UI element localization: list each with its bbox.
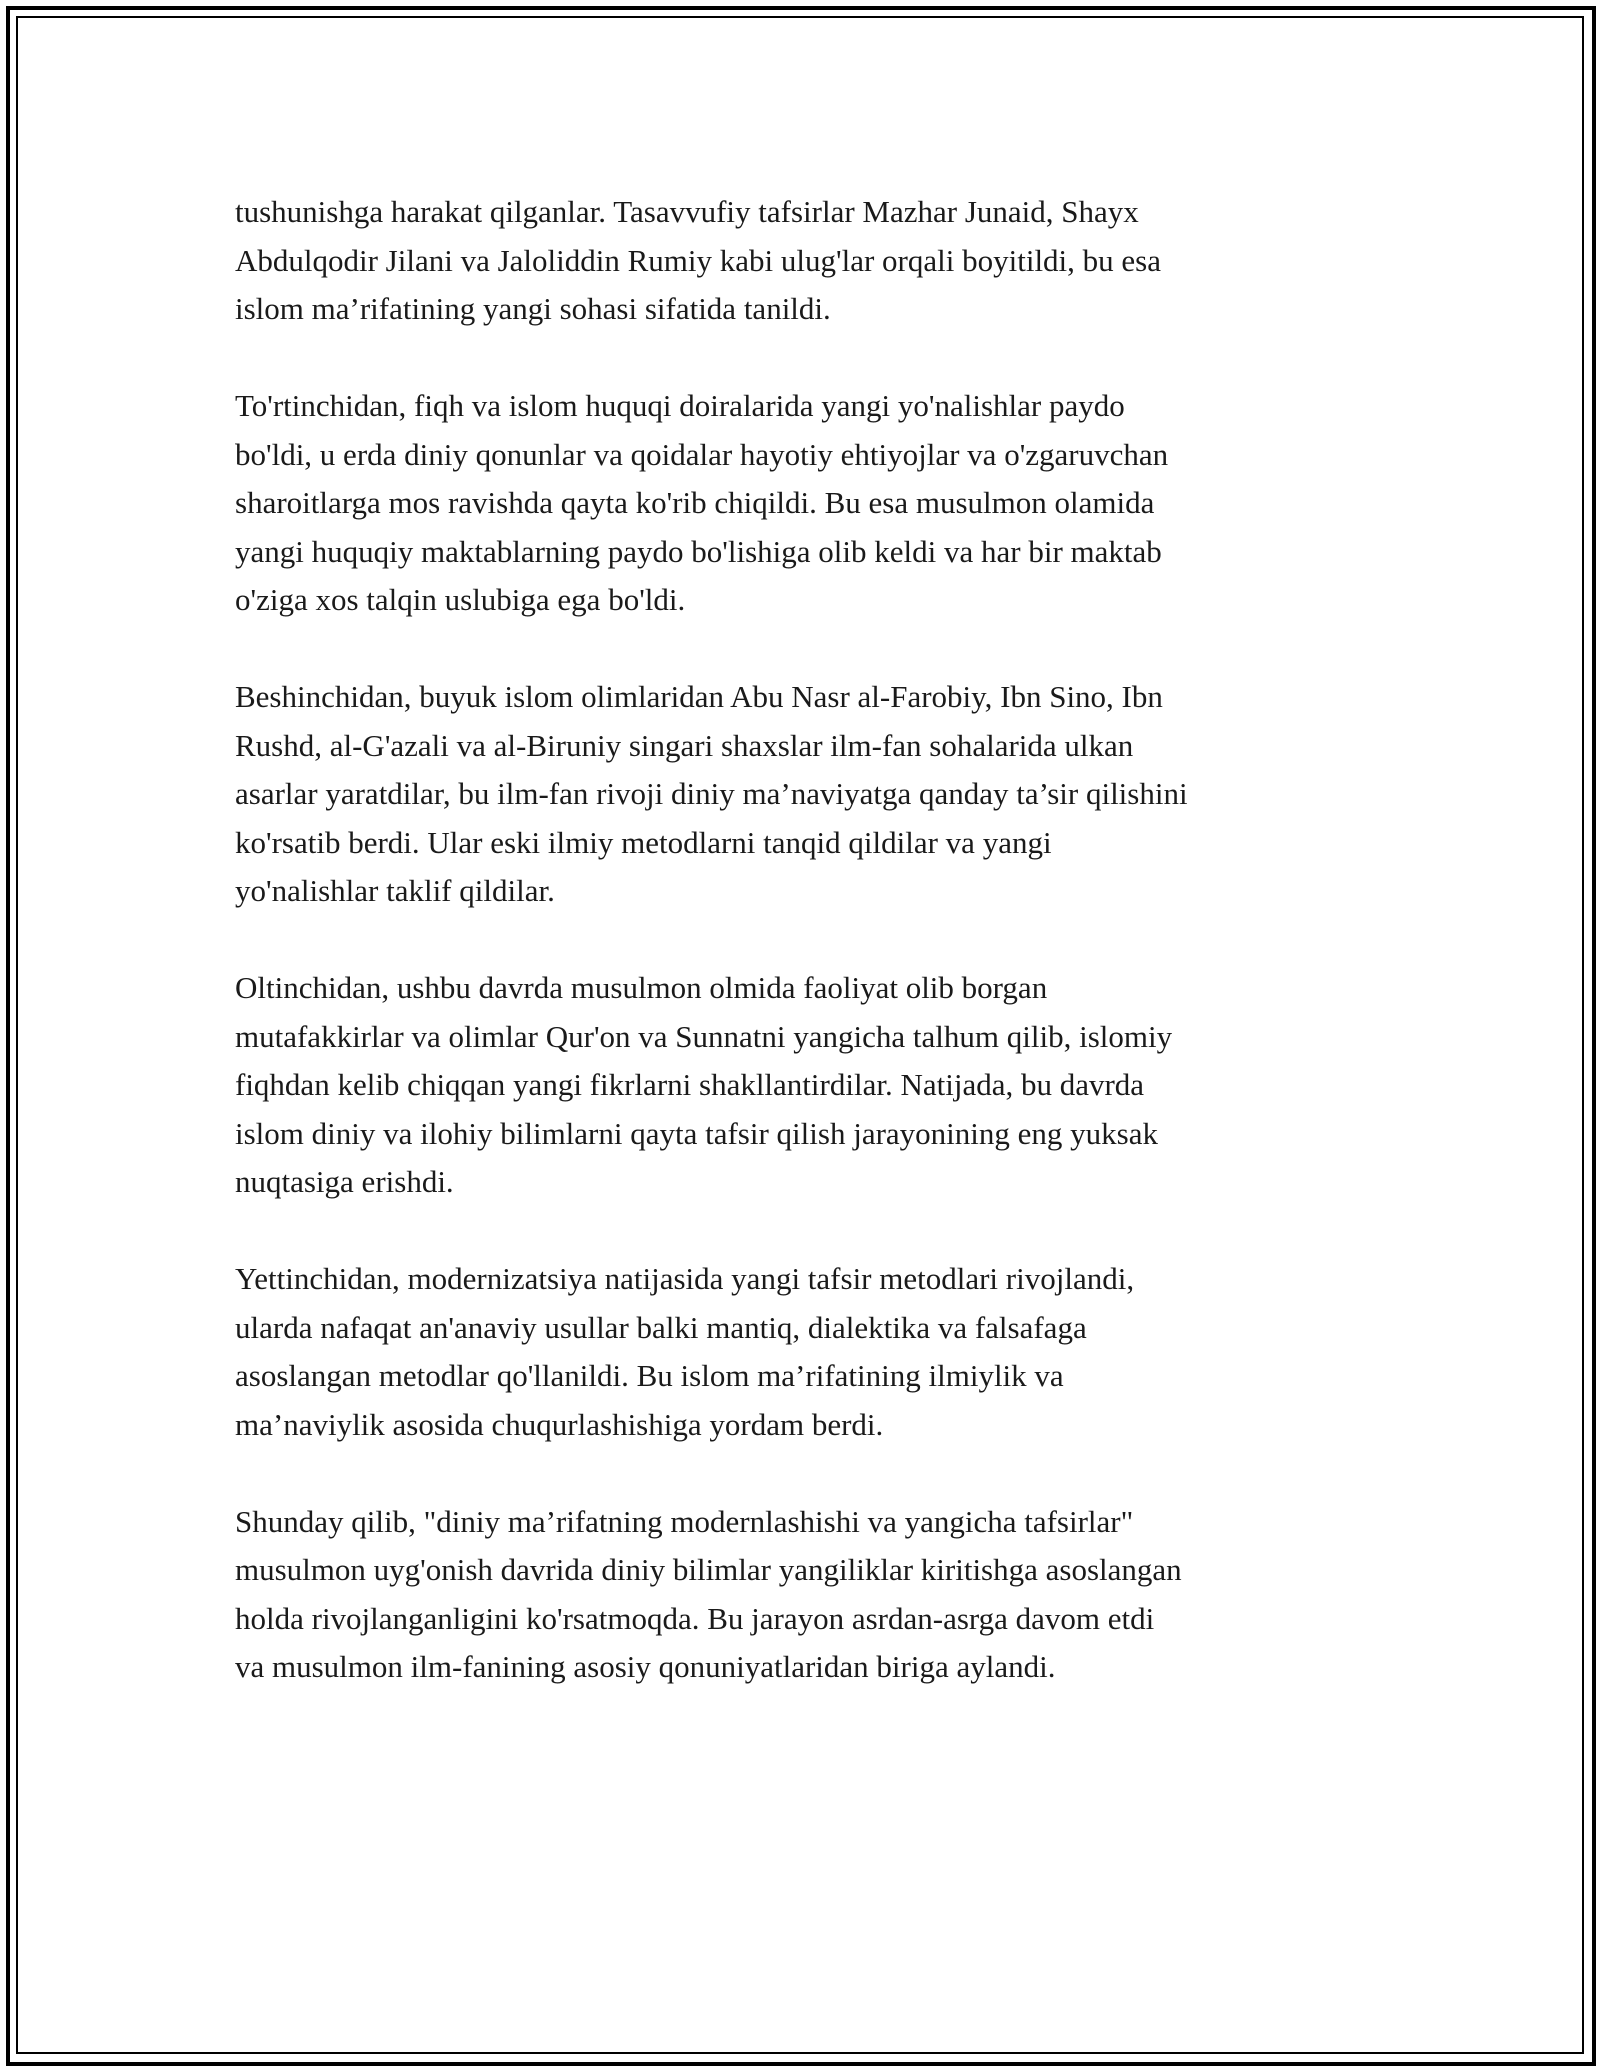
paragraph-sixth-point: Oltinchidan, ushbu davrda musulmon olmida faoliyat olib borgan mutafakkirlar va olimlar Qur'on va Sunnatni yangicha talhum qilib, islomiy fiqhdan kelib chiqqan yangi fikrlarni shakllantirdilar. Natijada, bu davrda islom diniy va ilohiy bilimlarni qayta tafsir qilish jarayonining eng yuksak nuqtasiga erishdi. <box>235 970 1173 1199</box>
paragraph-seventh-point: Yettinchidan, modernizatsiya natijasida yangi tafsir metodlari rivojlandi, ularda nafaqat an'anaviy usullar balki mantiq, dialektika va falsafaga asoslangan metodlar qo'llanildi. Bu islom ma’rifatining ilmiylik va ma’naviylik asosida chuqurlashishiga yordam berdi. <box>235 1261 1135 1442</box>
document-body <box>235 188 1380 1740</box>
paragraph-fifth-point: Beshinchidan, buyuk islom olimlaridan Abu Nasr al-Farobiy, Ibn Sino, Ibn Rushd, al-G'azali va al-Biruniy singari shaxslar ilm-fan sohalarida ulkan asarlar yaratdilar, bu ilm-fan rivoji diniy ma’naviyatga qanday ta’sir qilishini ko'rsatib berdi. Ular eski ilmiy metodlarni tanqid qildilar va yangi yo'nalishlar taklif qildilar. <box>235 679 1188 908</box>
paragraph-continuation: tushunishga harakat qilganlar. Tasavvufiy tafsirlar Mazhar Junaid, Shayx Abdulqodir Jilani va Jaloliddin Rumiy kabi ulug'lar orqali boyitildi, bu esa islom ma’rifatining yangi sohasi sifatida tanildi. <box>235 194 1162 326</box>
paragraph-conclusion: Shunday qilib, "diniy ma’rifatning modernlashishi va yangicha tafsirlar" musulmon uyg'onish davrida diniy bilimlar yangiliklar kiritishga asoslangan holda rivojlanganligini ko'rsatmoqda. Bu jarayon asrdan-asrga davom etdi va musulmon ilm-fanining asosiy qonuniyatlaridan biriga aylandi. <box>235 1503 1182 1684</box>
paragraph-fourth-point: To'rtinchidan, fiqh va islom huquqi doiralarida yangi yo'nalishlar paydo bo'ldi, u erda diniy qonunlar va qoidalar hayotiy ehtiyojlar va o'zgaruvchan sharoitlarga mos ravishda qayta ko'rib chiqildi. Bu esa musulmon olamida yangi huquqiy maktablarning paydo bo'lishiga olib keldi va har bir maktab o'ziga xos talqin uslubiga ega bo'ldi. <box>235 388 1169 617</box>
